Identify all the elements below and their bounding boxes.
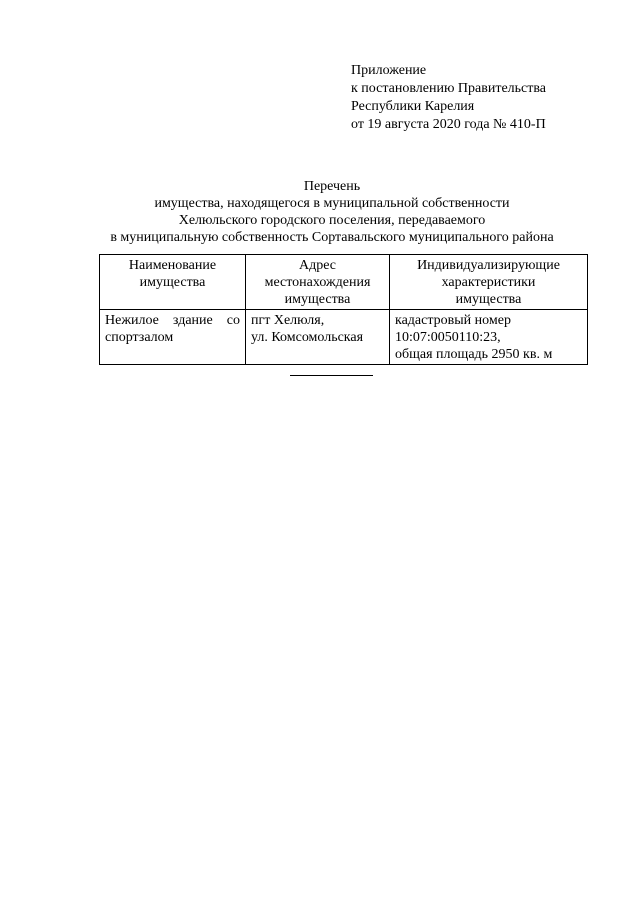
cell-characteristics [390, 310, 588, 365]
header-address [246, 255, 390, 310]
title-line: Хелюльского городского поселения, передаваемого [178, 213, 486, 228]
header-line: местонахождения [264, 275, 371, 290]
appendix-line: Республики Карелия [351, 99, 475, 114]
header-line: имущества [139, 275, 206, 290]
title-line: имущества, находящегося в муниципальной собственности [154, 196, 510, 211]
characteristics-line: 10:07:0050110:23, [395, 330, 501, 345]
cell-address [246, 310, 390, 365]
header-line: Индивидуализирующие [417, 258, 560, 273]
address-line: ул. Комсомольская [251, 330, 364, 345]
table-row [100, 310, 588, 365]
title-line: в муниципальную собственность Сортавальского муниципального района [110, 230, 554, 245]
header-line: Адрес [298, 258, 336, 273]
property-table [99, 254, 588, 365]
appendix-line: от 19 августа 2020 года № 410-П [351, 117, 546, 132]
cell-name: Нежилое здание со спортзалом [100, 310, 246, 365]
table-header-row [100, 255, 588, 310]
header-line: имущества [284, 292, 351, 307]
header-line: имущества [455, 292, 522, 307]
header-name [100, 255, 246, 310]
characteristics-line: кадастровый номер [395, 313, 511, 328]
appendix-line: к постановлению Правительства [351, 81, 547, 96]
characteristics-line: общая площадь 2950 кв. м [395, 347, 553, 362]
address-line: пгт Хелюля, [251, 313, 325, 328]
appendix-line: Приложение [351, 63, 427, 78]
header-line: Наименование [128, 258, 217, 273]
header-characteristics [390, 255, 588, 310]
header-line: характеристики [441, 275, 536, 290]
title-line: Перечень [303, 179, 361, 194]
closing-rule [290, 375, 373, 376]
appendix-block [351, 62, 546, 134]
document-title [0, 178, 640, 246]
